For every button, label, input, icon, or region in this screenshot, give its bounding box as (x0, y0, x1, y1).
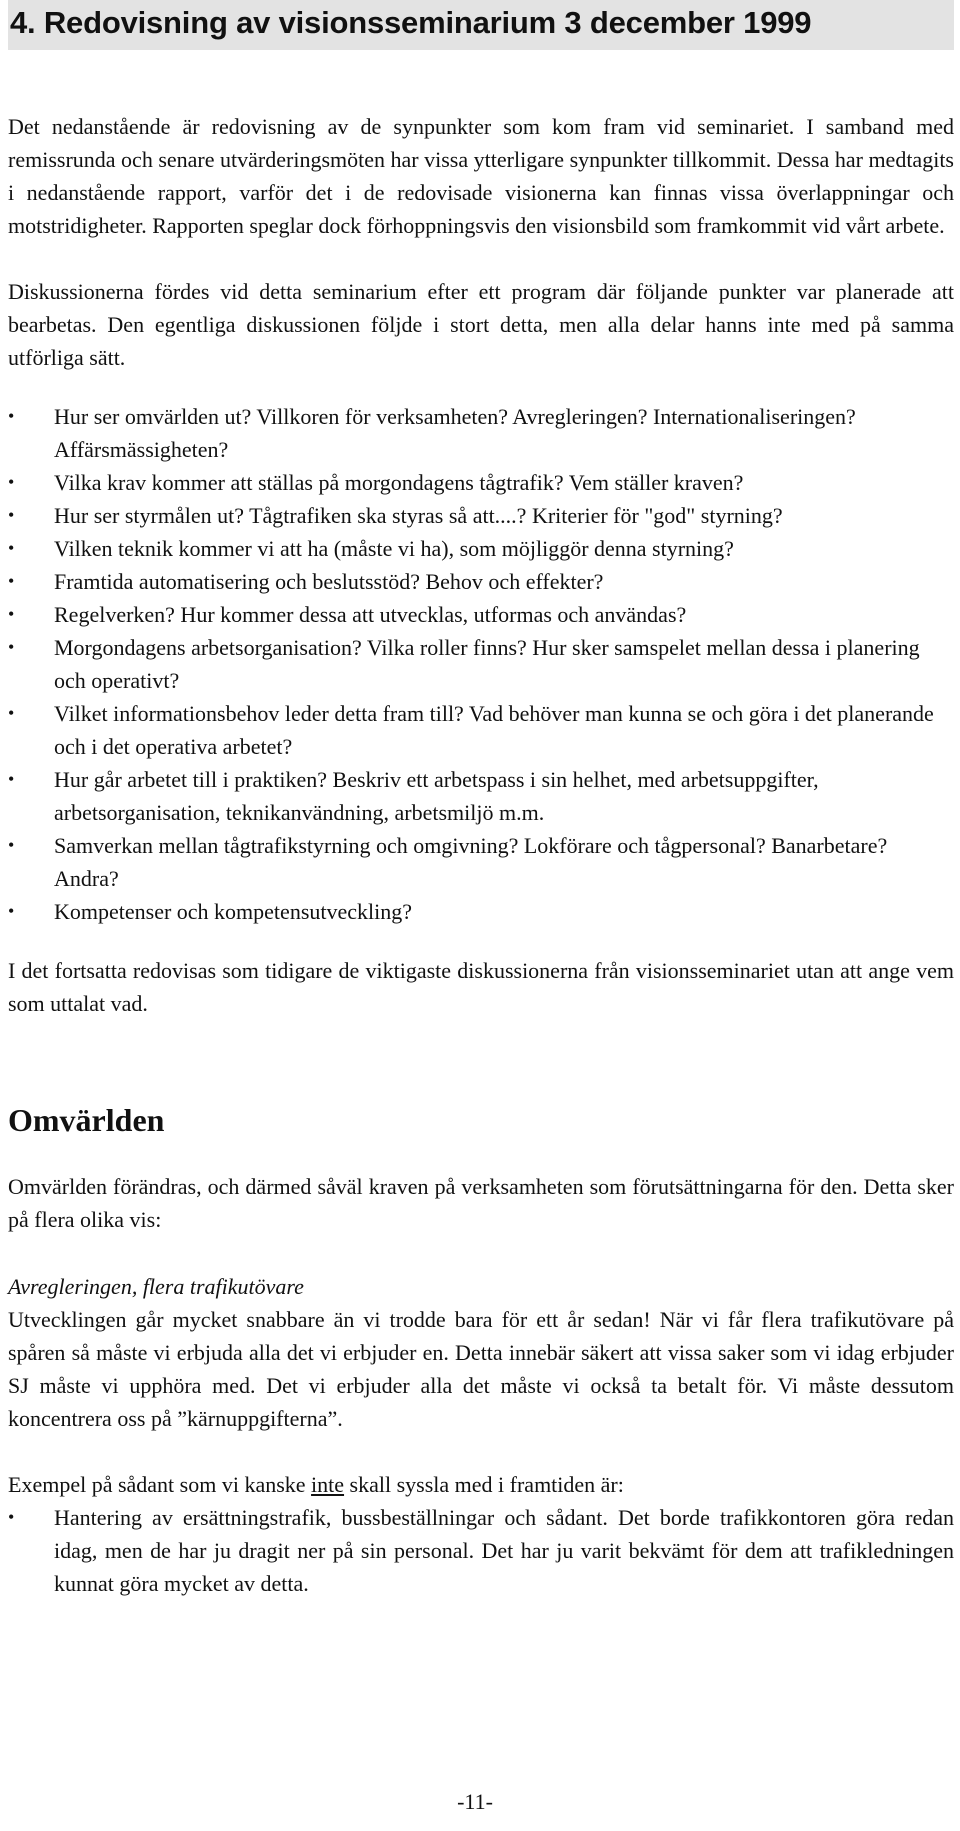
bullet-icon: • (8, 835, 15, 855)
list-item-text: Kompetenser och kompetensutveckling? (54, 899, 413, 924)
page-number: -11- (457, 1789, 493, 1814)
list-item (8, 466, 954, 499)
bullet-icon: • (8, 571, 15, 591)
document-page (8, 0, 954, 1600)
list-item (8, 532, 954, 565)
section-heading: Omvärlden (8, 1102, 165, 1138)
example-intro-start: Exempel på sådant som vi kanske (8, 1472, 312, 1497)
list-item (8, 565, 954, 598)
intro-paragraph: Det nedanstående är redovisning av de synpunkter som kom fram vid seminariet. I samband med remissrunda och senare utvärderingsmöten har vissa ytterligare synpunkter tillkommit. Dessa har medtagits i nedanstående rapport, varför det i de redovisade visionerna kan finnas vissa överlappningar och motstridigheter. Rapporten speglar dock förhoppningsvis den visionsbild som framkommit vid vårt arbete. (8, 114, 954, 238)
list-item (8, 400, 954, 466)
bullet-icon: • (8, 637, 15, 657)
example-intro-end: skall syssla med i framtiden är: (344, 1472, 624, 1497)
bullet-icon: • (8, 604, 15, 624)
example-intro-underlined: inte (311, 1472, 345, 1497)
continuation-paragraph: I det fortsatta redovisas som tidigare de viktigaste diskussionerna från visionsseminariet utan att ange vem som uttalat vad. (8, 958, 954, 1016)
list-item-text: Hur går arbetet till i praktiken? Beskriv ett arbetspass i sin helhet, med arbetsuppgifter, arbetsorganisation, teknikanvändning, arbetsmiljö m.m. (54, 767, 819, 825)
list-item-text: Hantering av ersättningstrafik, bussbeställningar och sådant. Det borde trafikkontoren göra redan idag, men de har ju dragit ner på sin personal. Det har ju varit bekvämt för dem att trafikledningen kunnat göra mycket av detta. (54, 1505, 954, 1596)
list-item (8, 499, 954, 532)
list-item (8, 763, 954, 829)
discussion-paragraph: Diskussionerna fördes vid detta seminarium efter ett program där följande punkter var planerade att bearbetas. Den egentliga diskussionen följde i stort detta, men alla delar hanns inte med på samma utförliga sätt. (8, 279, 954, 370)
section-intro-paragraph: Omvärlden förändras, och därmed såväl kraven på verksamheten som förutsättningarna för den. Detta sker på flera olika vis: (8, 1174, 954, 1232)
list-item-text: Vilken teknik kommer vi att ha (måste vi ha), som möjliggör denna styrning? (54, 536, 734, 561)
bullet-icon: • (8, 538, 15, 558)
example-intro-paragraph (8, 1468, 954, 1501)
bullet-icon: • (8, 505, 15, 525)
list-item (8, 631, 954, 697)
list-item (8, 697, 954, 763)
example-list (8, 1501, 954, 1600)
chapter-heading: 4. Redovisning av visionsseminarium 3 december 1999 (8, 0, 954, 50)
list-item-text: Vilka krav kommer att ställas på morgondagens tågtrafik? Vem ställer kraven? (54, 470, 744, 495)
subsection-heading: Avregleringen, flera trafikutövare (8, 1274, 304, 1299)
bullet-icon: • (8, 901, 15, 921)
list-item (8, 895, 954, 928)
subsection-paragraph: Utvecklingen går mycket snabbare än vi trodde bara för ett år sedan! När vi får flera trafikutövare på spåren så måste vi erbjuda alla det vi erbjuder en. Detta innebär säkert att vissa saker som vi idag erbjuder SJ måste vi upphöra med. Det vi erbjuder alla det måste vi också ta betalt för. Vi måste dessutom koncentrera oss på ”kärnuppgifterna”. (8, 1307, 954, 1431)
bullet-icon: • (8, 406, 15, 426)
bullet-icon: • (8, 1507, 15, 1527)
list-item (8, 1501, 954, 1600)
list-item-text: Hur ser omvärlden ut? Villkoren för verksamheten? Avregleringen? Internationaliseringen? Affärsmässigheten? (54, 404, 856, 462)
list-item-text: Morgondagens arbetsorganisation? Vilka roller finns? Hur sker samspelet mellan dessa i planering och operativt? (54, 635, 920, 693)
list-item (8, 598, 954, 631)
list-item-text: Framtida automatisering och beslutsstöd? Behov och effekter? (54, 569, 604, 594)
list-item (8, 829, 954, 895)
topic-list (8, 400, 954, 928)
list-item-text: Regelverken? Hur kommer dessa att utvecklas, utformas och användas? (54, 602, 687, 627)
bullet-icon: • (8, 703, 15, 723)
bullet-icon: • (8, 769, 15, 789)
bullet-icon: • (8, 472, 15, 492)
list-item-text: Hur ser styrmålen ut? Tågtrafiken ska styras så att....? Kriterier för "god" styrning? (54, 503, 783, 528)
list-item-text: Samverkan mellan tågtrafikstyrning och omgivning? Lokförare och tågpersonal? Banarbetare? Andra? (54, 833, 888, 891)
list-item-text: Vilket informationsbehov leder detta fram till? Vad behöver man kunna se och göra i det planerande och i det operativa arbetet? (54, 701, 934, 759)
